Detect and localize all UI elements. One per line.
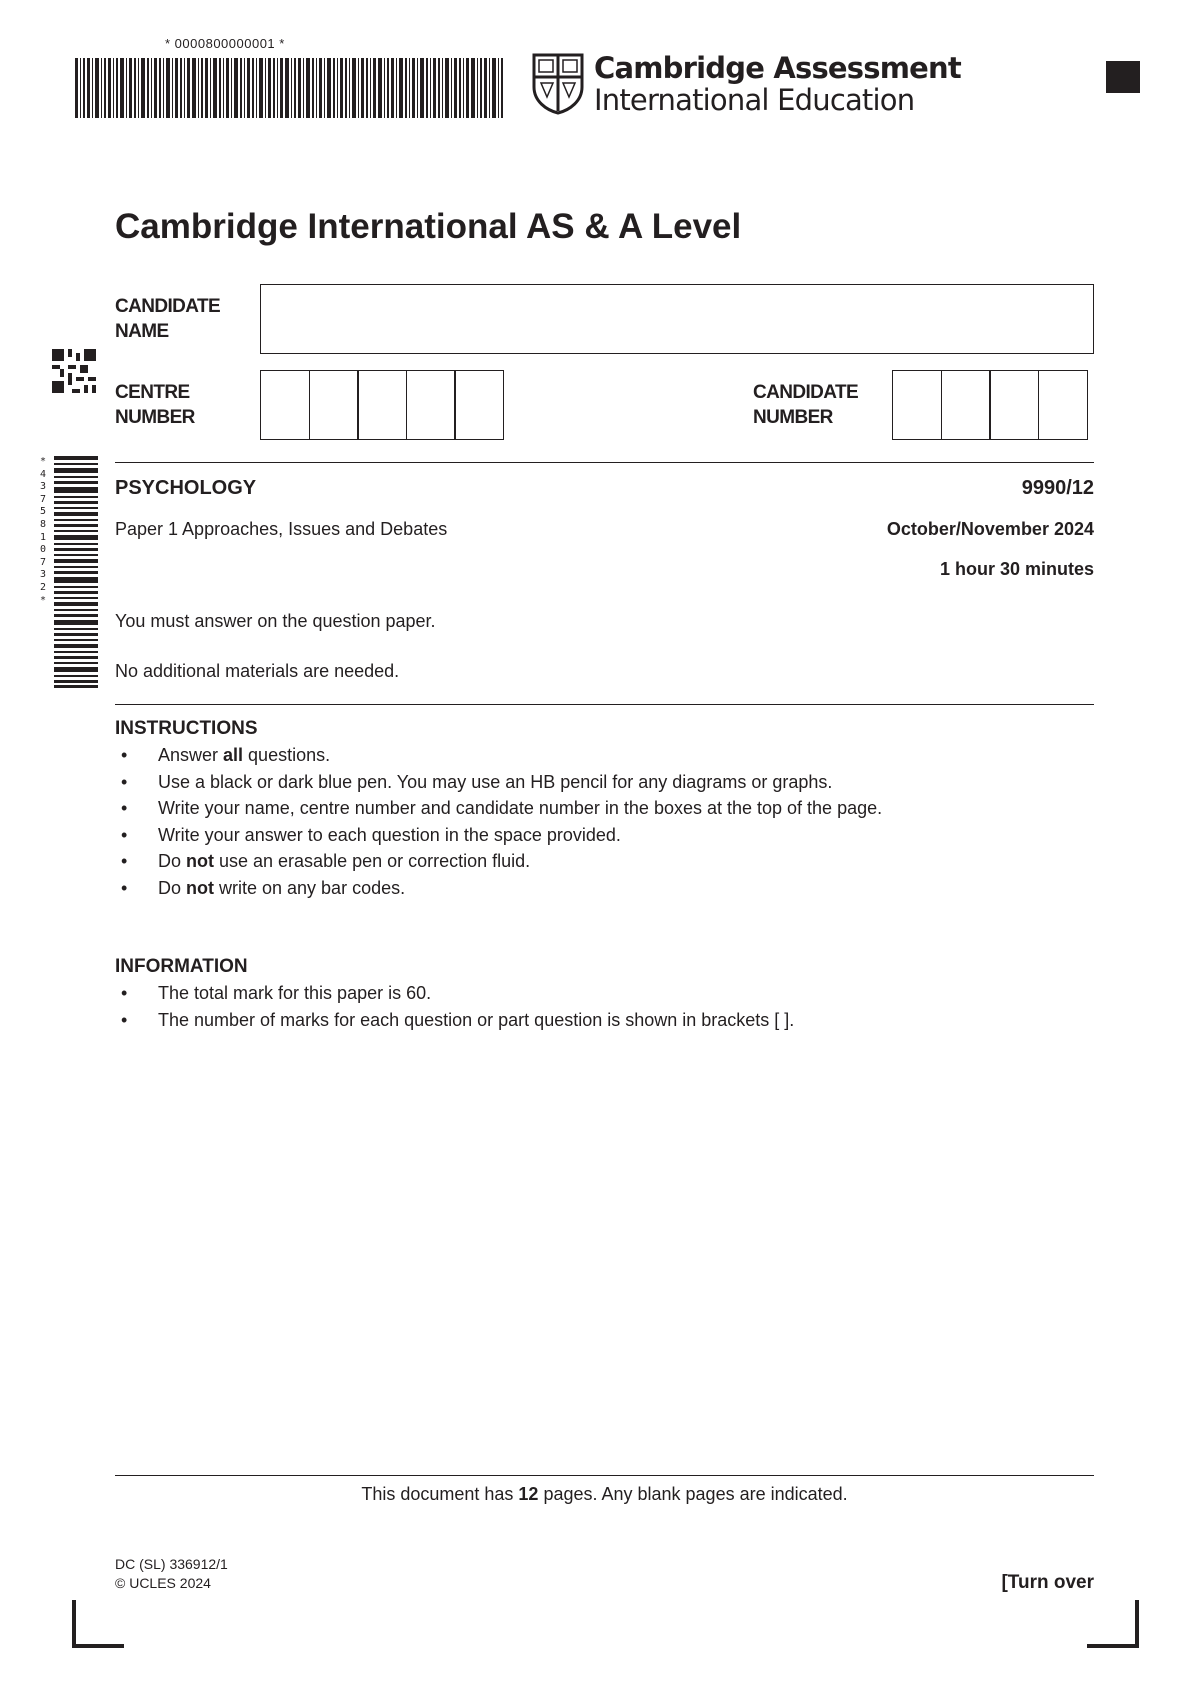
answer-note: You must answer on the question paper. (115, 611, 436, 631)
list-item: • Do not write on any bar codes. (115, 875, 1095, 902)
candidate-number-label: CANDIDATE NUMBER (753, 382, 859, 428)
centre-number-field[interactable] (260, 370, 504, 440)
registration-mark (1106, 61, 1140, 93)
list-item: • Do not use an erasable pen or correction fluid. (115, 848, 1095, 875)
paper-title: Paper 1 Approaches, Issues and Debates (115, 519, 448, 539)
list-item: • Write your answer to each question in the space provided. (115, 822, 1095, 849)
side-barcode (52, 456, 98, 688)
subject: PSYCHOLOGY (115, 477, 257, 499)
information-list (115, 980, 1095, 1033)
copyright: © UCLES 2024 (115, 1575, 211, 1591)
list-item: • Write your name, centre number and candidate number in the boxes at the top of the page. (115, 795, 1095, 822)
barcode-number: * 0000800000001 * (165, 36, 285, 51)
exam-session: October/November 2024 (886, 519, 1094, 539)
digit-box[interactable] (1038, 370, 1088, 440)
digit-box[interactable] (892, 370, 942, 440)
list-item: • The number of marks for each question or part question is shown in brackets [ ]. (115, 1007, 1095, 1034)
centre-number-label: CENTRE NUMBER (115, 382, 195, 428)
document-ref: DC (SL) 336912/1 (115, 1556, 228, 1572)
candidate-name-label: CANDIDATE NAME (115, 296, 221, 342)
digit-box[interactable] (989, 370, 1039, 440)
turn-over: [Turn over (1001, 1572, 1094, 1593)
digit-box[interactable] (309, 370, 359, 440)
information-heading: INFORMATION (115, 956, 248, 977)
digit-box[interactable] (357, 370, 407, 440)
digit-box[interactable] (941, 370, 991, 440)
instructions-heading: INSTRUCTIONS (115, 718, 258, 739)
paper-code: 9990/12 (1021, 477, 1094, 499)
divider (115, 462, 1094, 463)
list-item: • Answer all questions. (115, 742, 1095, 769)
divider (115, 704, 1094, 705)
side-barcode-text: * 4 3 7 5 8 1 0 7 3 2 * (40, 456, 47, 606)
materials-note: No additional materials are needed. (115, 661, 400, 681)
list-item: • Use a black or dark blue pen. You may use an HB pencil for any diagrams or graphs. (115, 769, 1095, 796)
barcode (75, 58, 503, 118)
page-count-note: This document has 12 pages. Any blank pages are indicated. (361, 1484, 848, 1504)
digit-box[interactable] (260, 370, 310, 440)
instructions-list (115, 742, 1095, 901)
qr-code (52, 349, 96, 393)
digit-box[interactable] (454, 370, 504, 440)
logo-line-1: Cambridge Assessment (594, 51, 961, 85)
candidate-number-field[interactable] (892, 370, 1088, 440)
shield-icon (532, 53, 584, 115)
candidate-name-field[interactable] (260, 284, 1094, 354)
crop-mark (72, 1600, 124, 1648)
list-item: • The total mark for this paper is 60. (115, 980, 1095, 1007)
divider (115, 1475, 1094, 1476)
logo-line-2: International Education (594, 83, 915, 117)
duration: 1 hour 30 minutes (939, 559, 1094, 579)
digit-box[interactable] (406, 370, 456, 440)
crop-mark (1087, 1600, 1139, 1648)
cambridge-logo (532, 52, 961, 116)
page-title: Cambridge International AS & A Level (115, 207, 742, 246)
